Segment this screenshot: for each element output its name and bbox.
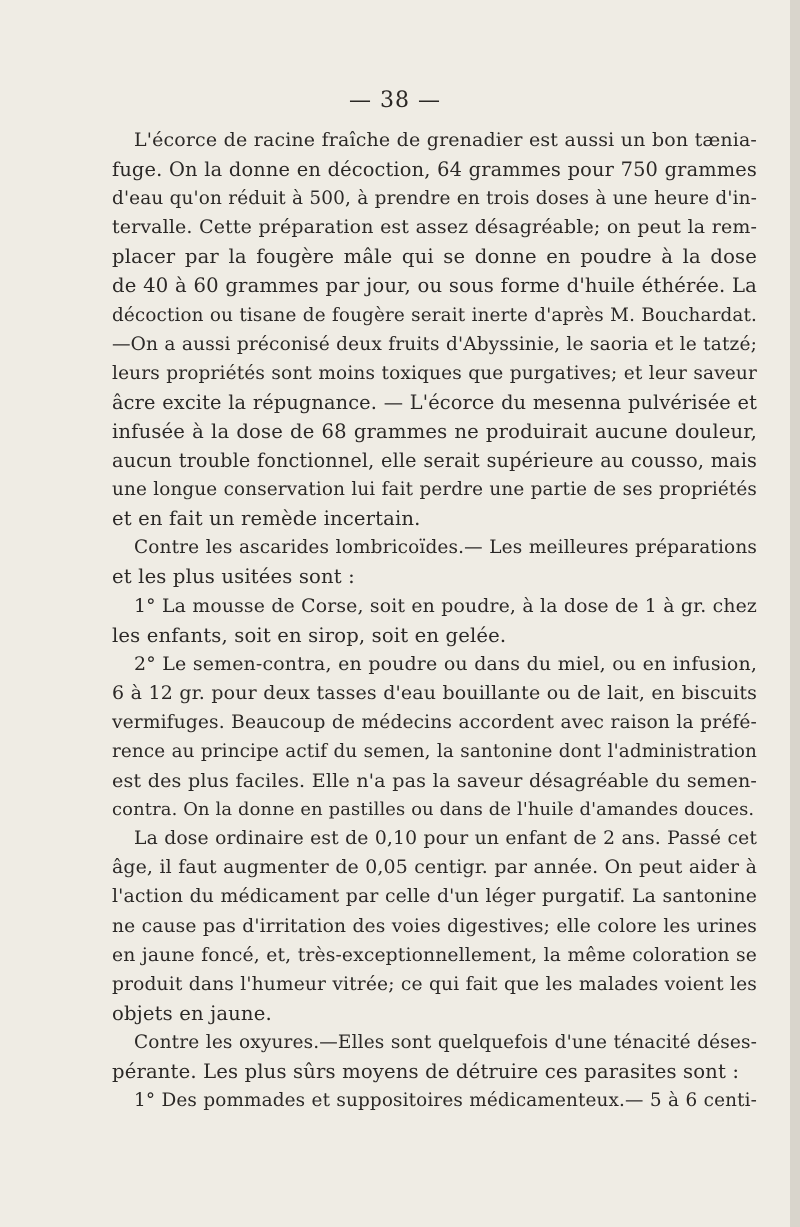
text-line: une longue conservation lui fait perdre une partie de ses propriétés	[112, 479, 757, 501]
text-line: âcre excite la répugnance. — L'écorce du mesenna pulvérisée et	[112, 390, 757, 414]
text-line: et en fait un remède incertain.	[112, 507, 421, 531]
text-line: produit dans l'humeur vitrée; ce qui fait que les malades voient les	[112, 973, 757, 995]
text-line: pérante. Les plus sûrs moyens de détruire ces parasites sont :	[112, 1060, 740, 1083]
text-line: les enfants, soit en sirop, soit en gelée.	[112, 623, 507, 647]
text-line: 1° Des pommades et suppositoires médicamenteux.— 5 à 6 centi-	[134, 1090, 757, 1112]
text-line: d'eau qu'on réduit à 500, à prendre en trois doses à une heure d'in-	[112, 188, 757, 210]
text-line: L'écorce de racine fraîche de grenadier est aussi un bon tænia-	[134, 129, 757, 151]
text-line: Contre les oxyures.—Elles sont quelquefois d'une ténacité déses-	[134, 1031, 757, 1053]
text-line: vermifuges. Beaucoup de médecins accordent avec raison la préfé-	[112, 711, 757, 733]
text-line: 1° La mousse de Corse, soit en poudre, à la dose de 1 à gr. chez	[134, 595, 757, 617]
text-line: placer par la fougère mâle qui se donne en poudre à la dose	[112, 245, 757, 269]
text-line: en jaune foncé, et, très-exceptionnellement, la même coloration se	[112, 944, 757, 966]
text-line: aucun trouble fonctionnel, elle serait supérieure au cousso, mais	[112, 449, 757, 473]
page-number: — 38 —	[349, 88, 441, 113]
text-line: Contre les ascarides lombricoïdes.— Les meilleures préparations	[134, 537, 757, 559]
text-line: —On a aussi préconisé deux fruits d'Abyssinie, le saoria et le tatzé;	[112, 333, 757, 355]
text-line: et les plus usitées sont :	[112, 565, 355, 589]
text-line: décoction ou tisane de fougère serait inerte d'après M. Bouchardat.	[112, 304, 757, 326]
text-line: objets en jaune.	[112, 1001, 272, 1025]
text-line: La dose ordinaire est de 0,10 pour un enfant de 2 ans. Passé cet	[134, 828, 757, 850]
text-line: leurs propriétés sont moins toxiques que purgatives; et leur saveur	[112, 362, 757, 384]
text-line: tervalle. Cette préparation est assez désagréable; on peut la rem-	[112, 216, 757, 239]
text-line: de 40 à 60 grammes par jour, ou sous forme d'huile éthérée. La	[112, 274, 757, 298]
text-line: ne cause pas d'irritation des voies digestives; elle colore les urines	[112, 915, 757, 937]
text-line: contra. On la donne en pastilles ou dans de l'huile d'amandes douces.	[112, 799, 755, 821]
text-line: 6 à 12 gr. pour deux tasses d'eau bouillante ou de lait, en biscuits	[112, 681, 757, 704]
text-line: âge, il faut augmenter de 0,05 centigr. par année. On peut aider à	[112, 856, 757, 879]
body-text	[112, 126, 757, 1115]
text-line: est des plus faciles. Elle n'a pas la saveur désagréable du semen-	[112, 769, 757, 793]
text-line: l'action du médicament par celle d'un léger purgatif. La santonine	[112, 886, 757, 908]
text-line: 2° Le semen-contra, en poudre ou dans du miel, ou en infusion,	[134, 652, 757, 675]
text-line: fuge. On la donne en décoction, 64 grammes pour 750 grammes	[112, 158, 757, 182]
text-line: rence au principe actif du semen, la santonine dont l'administration	[112, 740, 757, 762]
text-line: infusée à la dose de 68 grammes ne produirait aucune douleur,	[112, 419, 757, 443]
